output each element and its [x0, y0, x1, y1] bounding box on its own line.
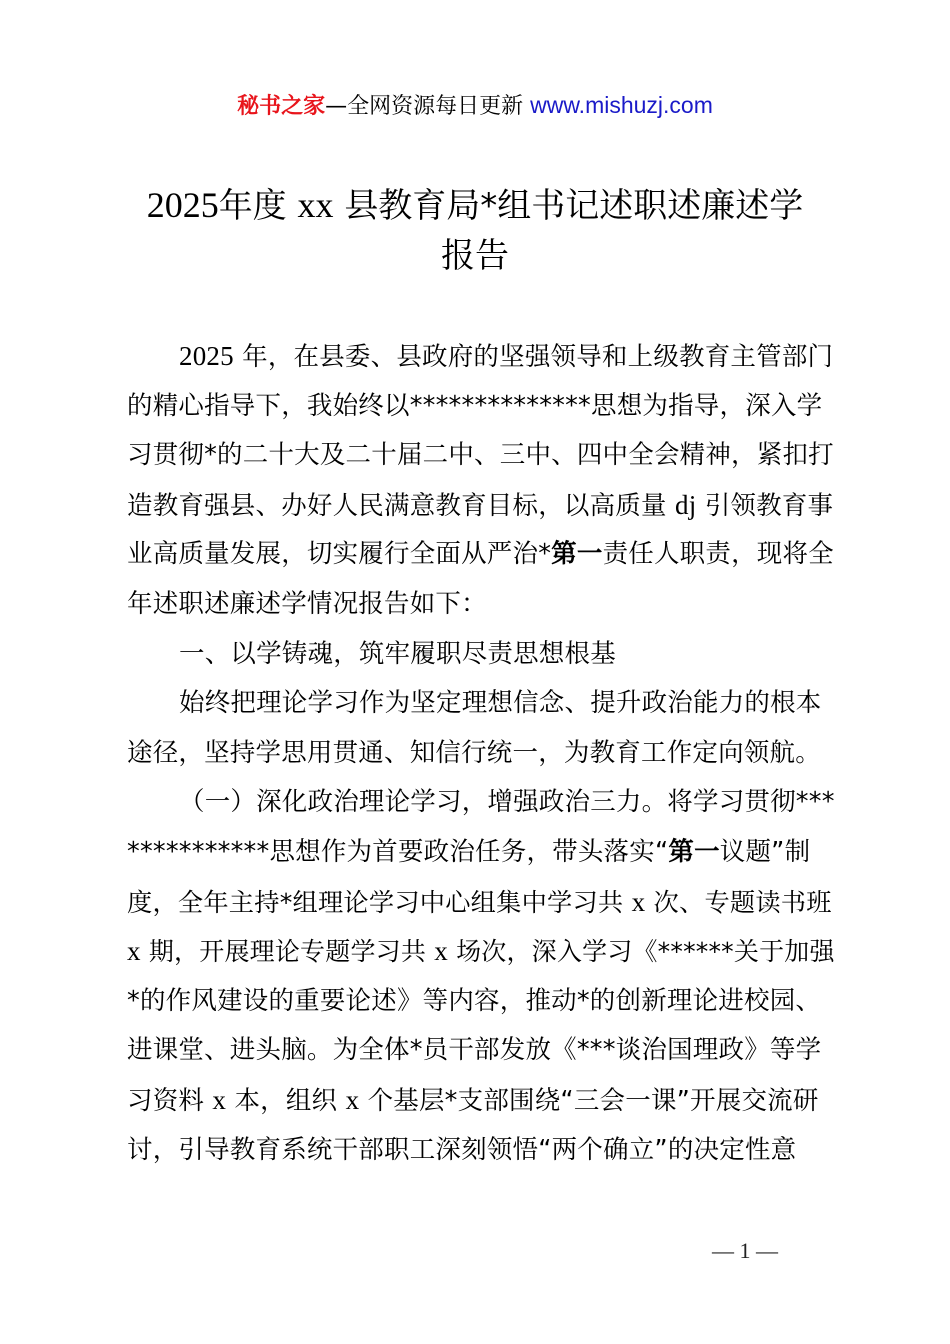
- title-xx: xx: [297, 185, 334, 225]
- text-latin: x: [631, 886, 646, 917]
- text-segment: 本，组织: [234, 1085, 338, 1116]
- text-latin: x: [212, 1084, 227, 1115]
- text-latin: x: [434, 936, 448, 967]
- text-latin: x: [127, 936, 141, 967]
- body-line: 进课堂、进头脑。为全体*员干部发放《***谈治国理政》等学: [127, 1035, 822, 1066]
- text-segment: 议题”制: [719, 836, 811, 867]
- text-segment: 引领教育事: [704, 490, 834, 521]
- body-line: 年述职述廉述学情况报告如下：: [127, 588, 487, 619]
- body-line: 讨，引导教育系统干部职工深刻领悟“两个确立”的决定性意: [127, 1134, 797, 1165]
- section-heading: 一、以学铸魂，筑牢履职尽责思想根基: [179, 638, 616, 669]
- text-segment: 造教育强县、办好人民满意教育目标，以高质量: [127, 490, 667, 521]
- brand-name: 秘书之家: [237, 94, 326, 119]
- text-bold: 第一: [668, 836, 720, 867]
- page-number: — 1 —: [712, 1238, 778, 1263]
- text-segment: 个基层*支部围绕“三会一课”开展交流研: [367, 1085, 819, 1116]
- text-segment: 度，全年主持*组理论学习中心组集中学习共: [127, 887, 624, 917]
- title-line-1: [60, 180, 890, 231]
- body-line: 习贯彻*的二十大及二十届二中、三中、四中全会精神，紧扣打: [127, 440, 834, 471]
- title-part-a: 年度: [218, 186, 287, 226]
- title-part-b: 县教育局*组书记述职述廉述学: [344, 186, 804, 226]
- site-banner: [0, 88, 950, 124]
- subsection-line: （一）深化政治理论学习，增强政治三力。将学习贯彻***: [179, 787, 835, 818]
- body-line: 的精心指导下，我始终以**************思想为指导，深入学: [127, 390, 823, 421]
- body-line: [127, 878, 835, 928]
- body-line: [127, 332, 835, 382]
- text-segment: 期，开展理论专题学习共: [148, 937, 427, 967]
- text-latin: dj: [675, 489, 697, 520]
- text-segment: 次、专题读书班: [653, 887, 832, 917]
- text-segment: 习资料: [127, 1085, 205, 1116]
- body-line: 途径，坚持学思用贯通、知信行统一，为教育工作定向领航。: [127, 737, 821, 768]
- body-line: [127, 828, 835, 878]
- text-segment: 场次，深入学习《******关于加强: [456, 937, 835, 967]
- body-line: *的作风建设的重要论述》等内容，推动*的创新理论进校园、: [127, 985, 822, 1016]
- text-segment: ***********思想作为首要政治任务，带头落实“: [127, 836, 669, 867]
- body-line: [127, 481, 835, 531]
- document-body: [127, 332, 835, 1175]
- text-bold: 第一: [551, 539, 603, 570]
- body-line: [127, 927, 835, 977]
- banner-slogan: —全网资源每日更新: [325, 94, 524, 119]
- text-segment: 业高质量发展，切实履行全面从严治*: [127, 539, 552, 570]
- title-line-2: 报告: [441, 236, 509, 276]
- body-line: 始终把理论学习作为坚定理想信念、提升政治能力的根本: [179, 688, 822, 719]
- body-line: [127, 1076, 835, 1126]
- body-line: [127, 530, 835, 580]
- text-segment: 年，在县委、县政府的坚强领导和上级教育主管部门: [242, 342, 834, 372]
- site-url-link[interactable]: www.mishuzj.com: [530, 92, 713, 118]
- text-year: 2025: [179, 341, 234, 371]
- title-year: 2025: [146, 185, 219, 225]
- document-title: [60, 180, 890, 281]
- text-latin: x: [345, 1084, 360, 1115]
- text-segment: 责任人职责，现将全: [602, 539, 834, 570]
